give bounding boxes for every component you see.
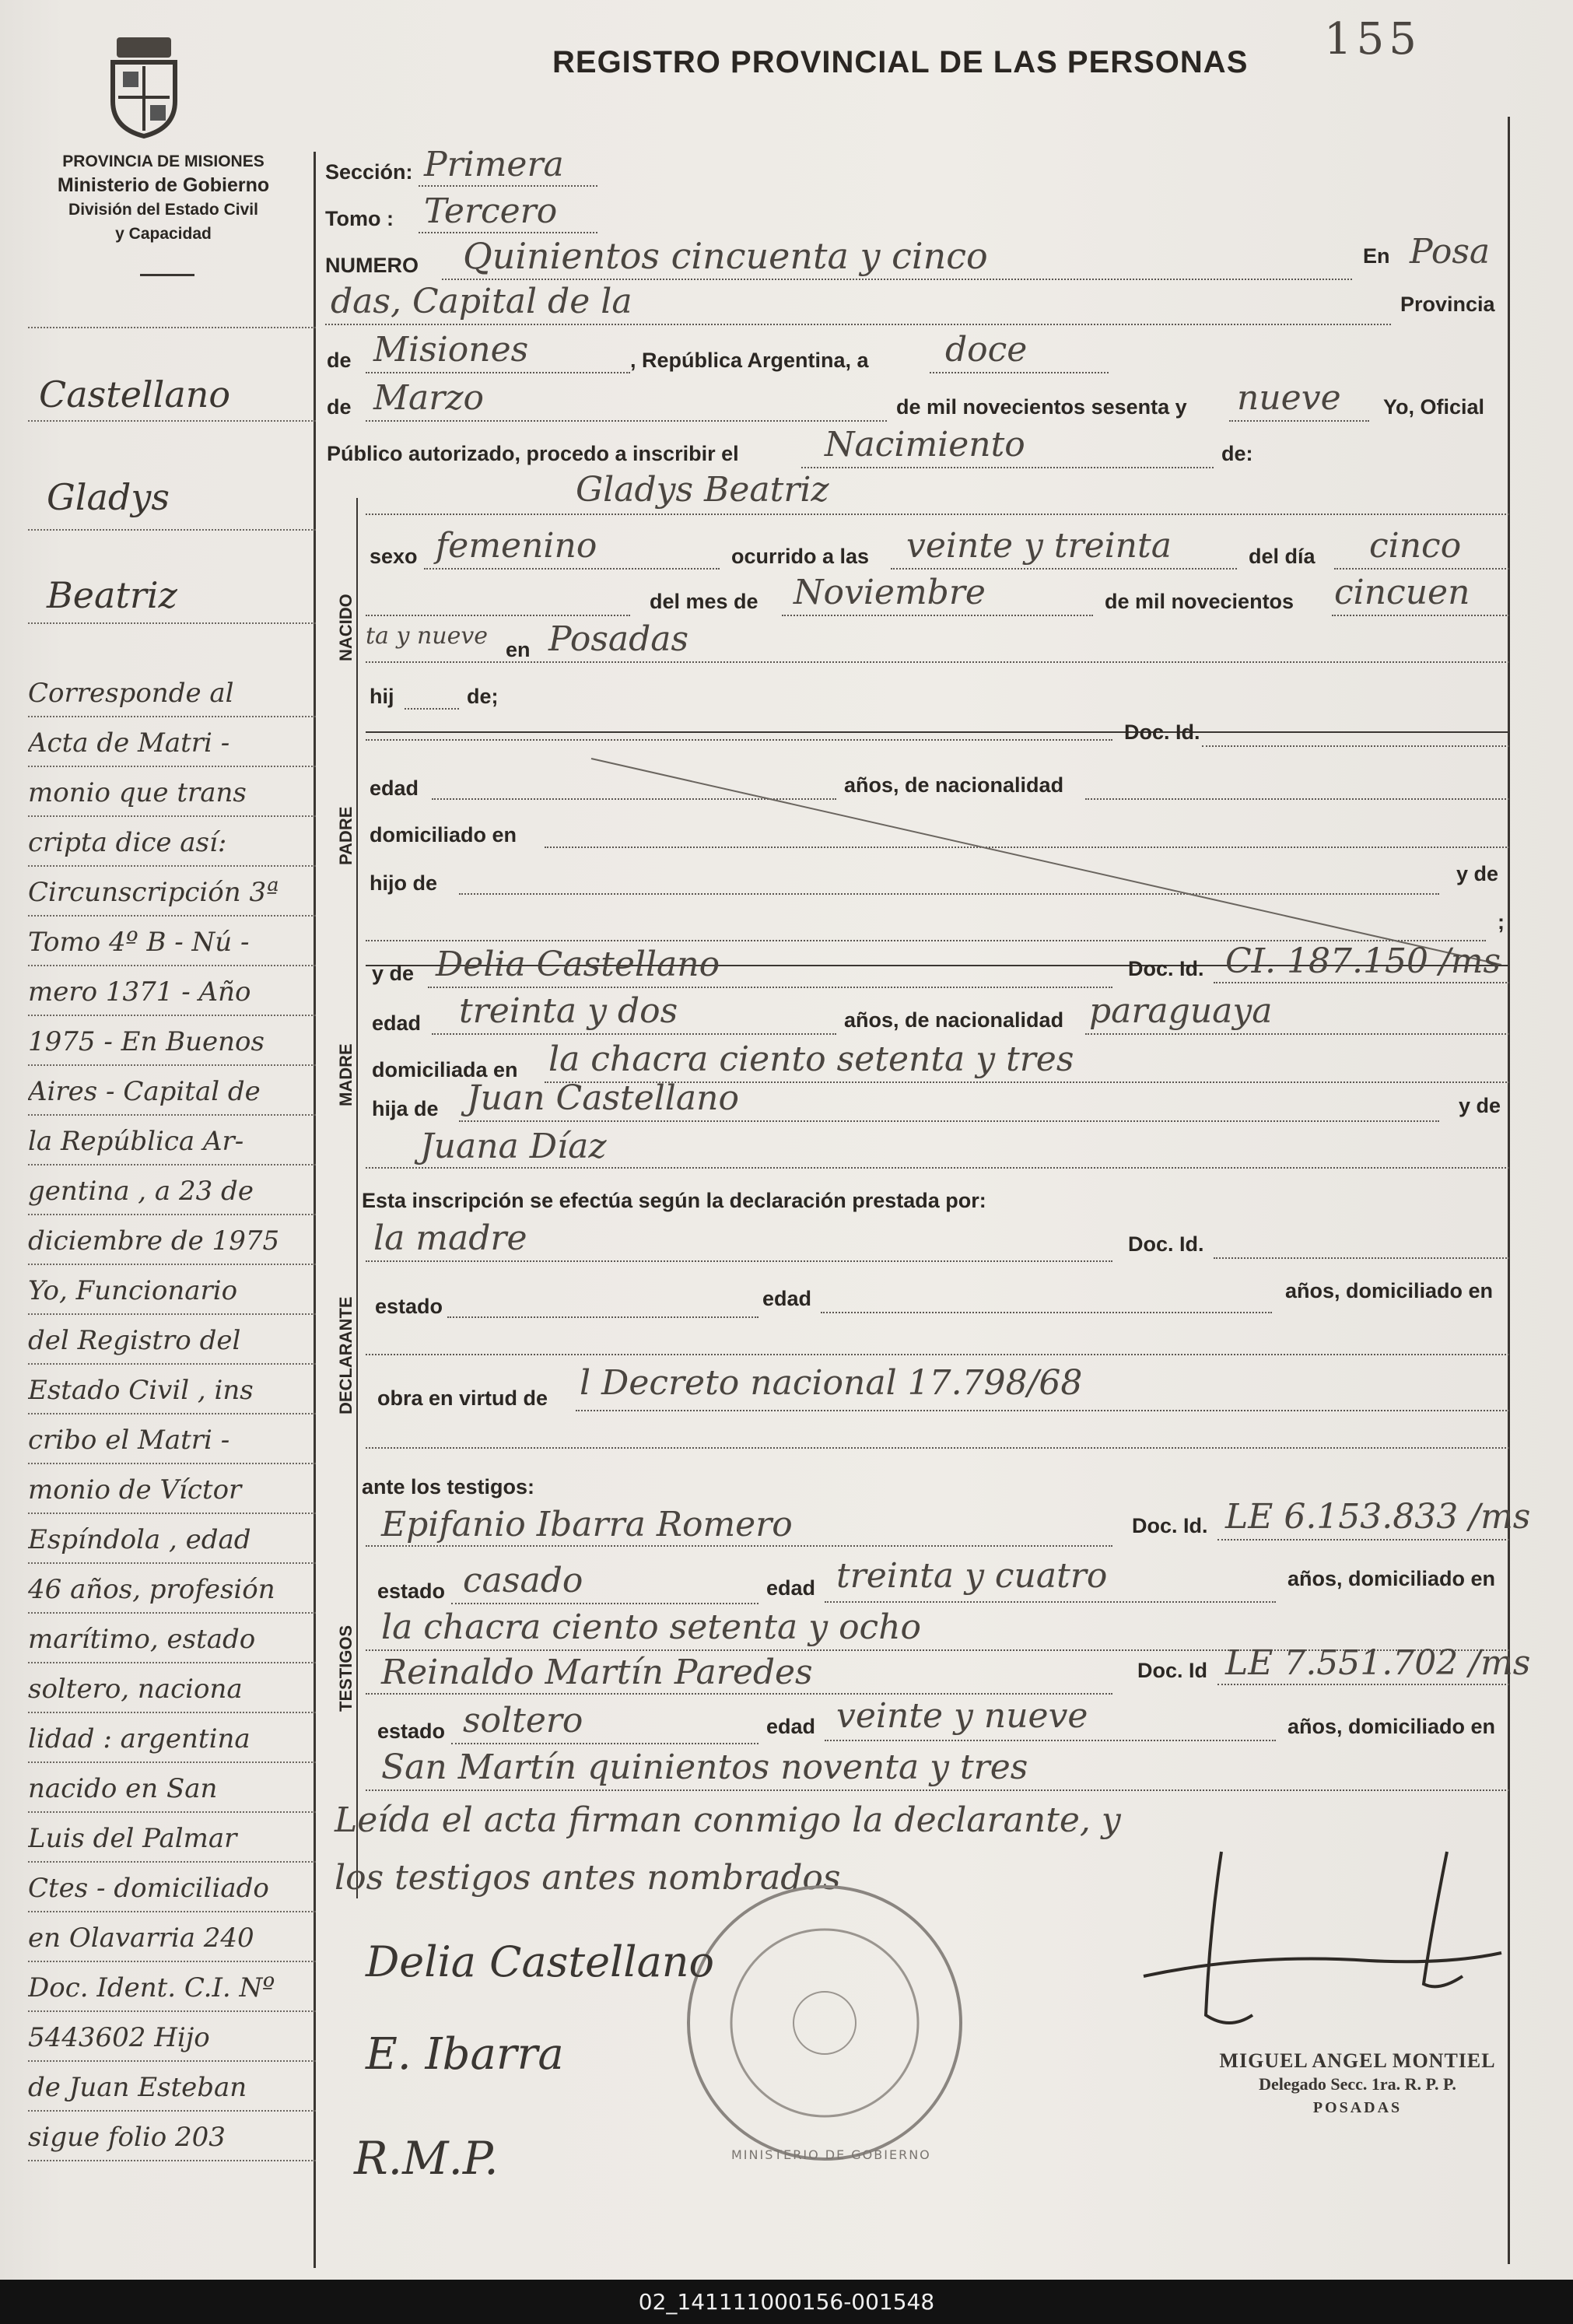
label-y-de-madre2: y de: [1459, 1094, 1501, 1117]
divider: [140, 274, 194, 276]
label-inscripcion: Esta inscripción se efectúa según la declaración prestada por:: [362, 1189, 986, 1212]
label-republica: , República Argentina, a: [630, 349, 869, 372]
margin-note-line: cripta dice así:: [28, 820, 316, 867]
label-provincia: Provincia: [1400, 293, 1495, 316]
label-edad-declarante: edad: [762, 1287, 812, 1310]
closing-line-1: Leída el acta firman conmigo la declarante, y: [335, 1800, 1121, 1840]
margin-note-line: Corresponde al: [28, 671, 316, 717]
margin-note-line: del Registro del: [28, 1318, 316, 1365]
label-mil-sesenta: de mil novecientos sesenta y: [896, 395, 1187, 419]
label-nacionalidad-padre: años, de nacionalidad: [844, 773, 1064, 797]
margin-note-line: monio de Víctor: [28, 1467, 316, 1514]
margin-note-line: mero 1371 - Año: [28, 969, 316, 1016]
signature-ibarra: E. Ibarra: [366, 2029, 564, 2080]
value-testigo1: Epifanio Ibarra Romero: [381, 1505, 793, 1544]
label-de: de: [327, 349, 352, 372]
label-anios-domiciliado: años, domiciliado en: [1285, 1279, 1494, 1302]
margin-note-line: la República Ar-: [28, 1119, 316, 1166]
value-anio-nac: cincuen: [1334, 573, 1470, 612]
value-dia: doce: [945, 330, 1028, 370]
value-en-cont: das, Capital de la: [331, 282, 632, 321]
margin-note-line: Aires - Capital de: [28, 1069, 316, 1116]
value-lugar-nac: Posadas: [548, 619, 689, 659]
value-mes-nac: Noviembre: [794, 573, 986, 612]
label-en2: en: [506, 638, 531, 661]
label-de2: de: [327, 395, 352, 419]
label-publico: Público autorizado, procedo a inscribir el: [327, 442, 739, 465]
margin-note-line: Ctes - domiciliado: [28, 1866, 316, 1912]
value-acto: Nacimiento: [825, 425, 1025, 464]
label-yo-oficial: Yo, Oficial: [1383, 395, 1485, 419]
margin-name-2: Beatriz: [47, 574, 177, 616]
value-testigo2-edad: veinte y nueve: [836, 1696, 1088, 1736]
value-madre-madre: Juana Díaz: [420, 1127, 607, 1166]
coat-of-arms-logo: [101, 31, 187, 140]
section-declarante: DECLARANTE: [336, 1296, 356, 1414]
margin-note-line: Doc. Ident. C.I. Nº: [28, 1965, 316, 2012]
label-hij: hij: [370, 685, 394, 708]
label-nacionalidad-madre: años, de nacionalidad: [844, 1008, 1064, 1032]
margin-note-line: 5443602 Hijo: [28, 2015, 316, 2062]
section-separator: [366, 731, 1509, 733]
margin-note-line: nacido en San: [28, 1766, 316, 1813]
value-testigo1-domicilio: la chacra ciento setenta y ocho: [381, 1607, 922, 1647]
margin-note-line: Estado Civil , ins: [28, 1368, 316, 1414]
margin-note-line: diciembre de 1975: [28, 1218, 316, 1265]
label-mil-novecientos: de mil novecientos: [1105, 590, 1294, 613]
signature-initials: R.M.P.: [354, 2132, 499, 2185]
value-hora: veinte y treinta: [906, 526, 1172, 566]
margin-note-line: Circunscripción 3ª: [28, 870, 316, 917]
division-name-cont: y Capacidad: [115, 225, 212, 243]
value-madre-edad: treinta y dos: [459, 991, 678, 1031]
label-ante-testigos: ante los testigos:: [362, 1475, 535, 1499]
label-edad-testigo2: edad: [766, 1715, 816, 1738]
label-sexo: sexo: [370, 545, 418, 568]
label-de-semicolon: de;: [467, 685, 499, 708]
label-ocurrido: ocurrido a las: [731, 545, 870, 568]
margin-note-line: 46 años, profesión: [28, 1567, 316, 1614]
label-numero: NUMERO: [325, 254, 419, 277]
value-testigo2-doc: LE 7.551.702 /ms: [1225, 1643, 1531, 1683]
margin-note-line: monio que trans: [28, 770, 316, 817]
signature-delia: Delia Castellano: [366, 1937, 715, 1986]
official-seal: [677, 1875, 972, 2171]
margin-note-line: soltero, naciona: [28, 1667, 316, 1713]
label-edad-padre: edad: [370, 776, 419, 800]
page-number: 155: [1324, 14, 1421, 65]
value-dia-nac: cinco: [1369, 526, 1462, 566]
label-en: En: [1363, 244, 1390, 268]
label-del-mes: del mes de: [650, 590, 758, 613]
label-doc-id-madre: Doc. Id.: [1128, 957, 1204, 980]
value-tomo: Tercero: [424, 191, 558, 231]
label-del-dia: del día: [1249, 545, 1316, 568]
official-city: POSADAS: [1312, 2099, 1403, 2116]
label-anios-domiciliado-t1: años, domiciliado en: [1287, 1567, 1496, 1590]
margin-note-line: en Olavarria 240: [28, 1916, 316, 1962]
margin-note-line: lidad : argentina: [28, 1716, 316, 1763]
label-edad-madre: edad: [372, 1011, 422, 1035]
margin-note-line: de Juan Esteban: [28, 2065, 316, 2112]
ministry-name: Ministerio de Gobierno: [57, 174, 270, 196]
section-testigos: TESTIGOS: [336, 1625, 356, 1712]
value-madre-doc: CI. 187.150 /ms: [1225, 941, 1501, 981]
label-hija-de: hija de: [372, 1097, 439, 1120]
value-madre-padre: Juan Castellano: [467, 1078, 739, 1118]
value-anio-nac-cont: ta y nueve: [366, 622, 489, 650]
value-en: Posa: [1410, 232, 1491, 272]
margin-surname: Castellano: [39, 373, 231, 415]
value-testigo1-doc: LE 6.153.833 /ms: [1225, 1497, 1531, 1537]
section-madre: MADRE: [336, 1043, 356, 1106]
page-title: REGISTRO PROVINCIAL DE LAS PERSONAS: [552, 45, 1249, 79]
margin-note-line: 1975 - En Buenos: [28, 1019, 316, 1066]
cancel-stroke: [583, 755, 1517, 973]
label-obra-virtud: obra en virtud de: [377, 1386, 548, 1410]
value-anio: nueve: [1237, 378, 1341, 418]
label-doc-id-testigo1: Doc. Id.: [1132, 1514, 1208, 1537]
label-tomo: Tomo :: [325, 207, 394, 230]
value-seccion: Primera: [424, 145, 564, 184]
margin-note-line: gentina , a 23 de: [28, 1169, 316, 1215]
label-seccion: Sección:: [325, 160, 413, 184]
division-name: División del Estado Civil: [68, 201, 258, 219]
value-testigo2: Reinaldo Martín Paredes: [381, 1653, 813, 1692]
label-semicolon: ;: [1498, 910, 1505, 934]
seal-text: MINISTERIO DE GOBIERNO: [731, 2147, 931, 2162]
label-hijo-de: hijo de: [370, 871, 437, 895]
value-testigo2-estado: soltero: [463, 1701, 583, 1740]
value-testigo1-estado: casado: [463, 1561, 583, 1600]
margin-note-line: Yo, Funcionario: [28, 1268, 316, 1315]
margin-note-line: sigue folio 203: [28, 2115, 316, 2161]
label-estado-testigo1: estado: [377, 1579, 446, 1603]
margin-note-line: cribo el Matri -: [28, 1418, 316, 1464]
label-y-de-madre: y de: [372, 962, 415, 985]
value-madre-nombre: Delia Castellano: [436, 945, 720, 984]
value-numero: Quinientos cincuenta y cinco: [463, 235, 988, 277]
official-role: Delegado Secc. 1ra. R. P. P.: [1259, 2074, 1456, 2094]
province-name: PROVINCIA DE MISIONES: [62, 152, 265, 170]
value-declarante: la madre: [373, 1218, 527, 1258]
value-mes: Marzo: [373, 378, 484, 418]
official-signature: [1136, 1836, 1509, 2054]
label-anios-domiciliado-t2: años, domiciliado en: [1287, 1715, 1496, 1738]
value-provincia: Misiones: [373, 330, 529, 370]
document-id: 02_141111000156-001548: [638, 2289, 935, 2315]
footer-bar: [0, 2280, 1573, 2324]
label-de-colon: de:: [1221, 442, 1253, 465]
section-rule: [356, 498, 358, 1898]
value-madre-domicilio: la chacra ciento setenta y tres: [548, 1039, 1074, 1079]
closing-line-2: los testigos antes nombrados: [335, 1858, 841, 1898]
value-madre-nacionalidad: paraguaya: [1089, 991, 1273, 1031]
label-domiciliada: domiciliada en: [372, 1058, 518, 1081]
label-y-de-padre: y de: [1456, 862, 1499, 885]
margin-note-line: Tomo 4º B - Nú -: [28, 920, 316, 966]
value-testigo2-domicilio: San Martín quinientos noventa y tres: [381, 1747, 1028, 1787]
margin-note-line: marítimo, estado: [28, 1617, 316, 1663]
section-padre: PADRE: [336, 806, 356, 865]
value-obra-virtud: l Decreto nacional 17.798/68: [580, 1363, 1083, 1403]
value-sexo: femenino: [436, 526, 597, 566]
label-doc-id-padre: Doc. Id.: [1124, 720, 1200, 744]
label-doc-id-testigo2: Doc. Id: [1137, 1659, 1208, 1682]
margin-name-1: Gladys: [47, 476, 170, 518]
official-name: MIGUEL ANGEL MONTIEL: [1219, 2049, 1496, 2072]
value-nombre: Gladys Beatriz: [576, 470, 829, 510]
label-edad-testigo1: edad: [766, 1576, 816, 1600]
label-estado-declarante: estado: [375, 1295, 443, 1318]
margin-note-line: Espíndola , edad: [28, 1517, 316, 1564]
margin-note-line: Acta de Matri -: [28, 720, 316, 767]
section-nacido: NACIDO: [336, 594, 356, 661]
label-estado-testigo2: estado: [377, 1719, 446, 1743]
label-domiciliado-padre: domiciliado en: [370, 823, 517, 847]
margin-note-line: Luis del Palmar: [28, 1816, 316, 1863]
label-doc-id-declarante: Doc. Id.: [1128, 1232, 1204, 1256]
value-testigo1-edad: treinta y cuatro: [836, 1556, 1108, 1596]
